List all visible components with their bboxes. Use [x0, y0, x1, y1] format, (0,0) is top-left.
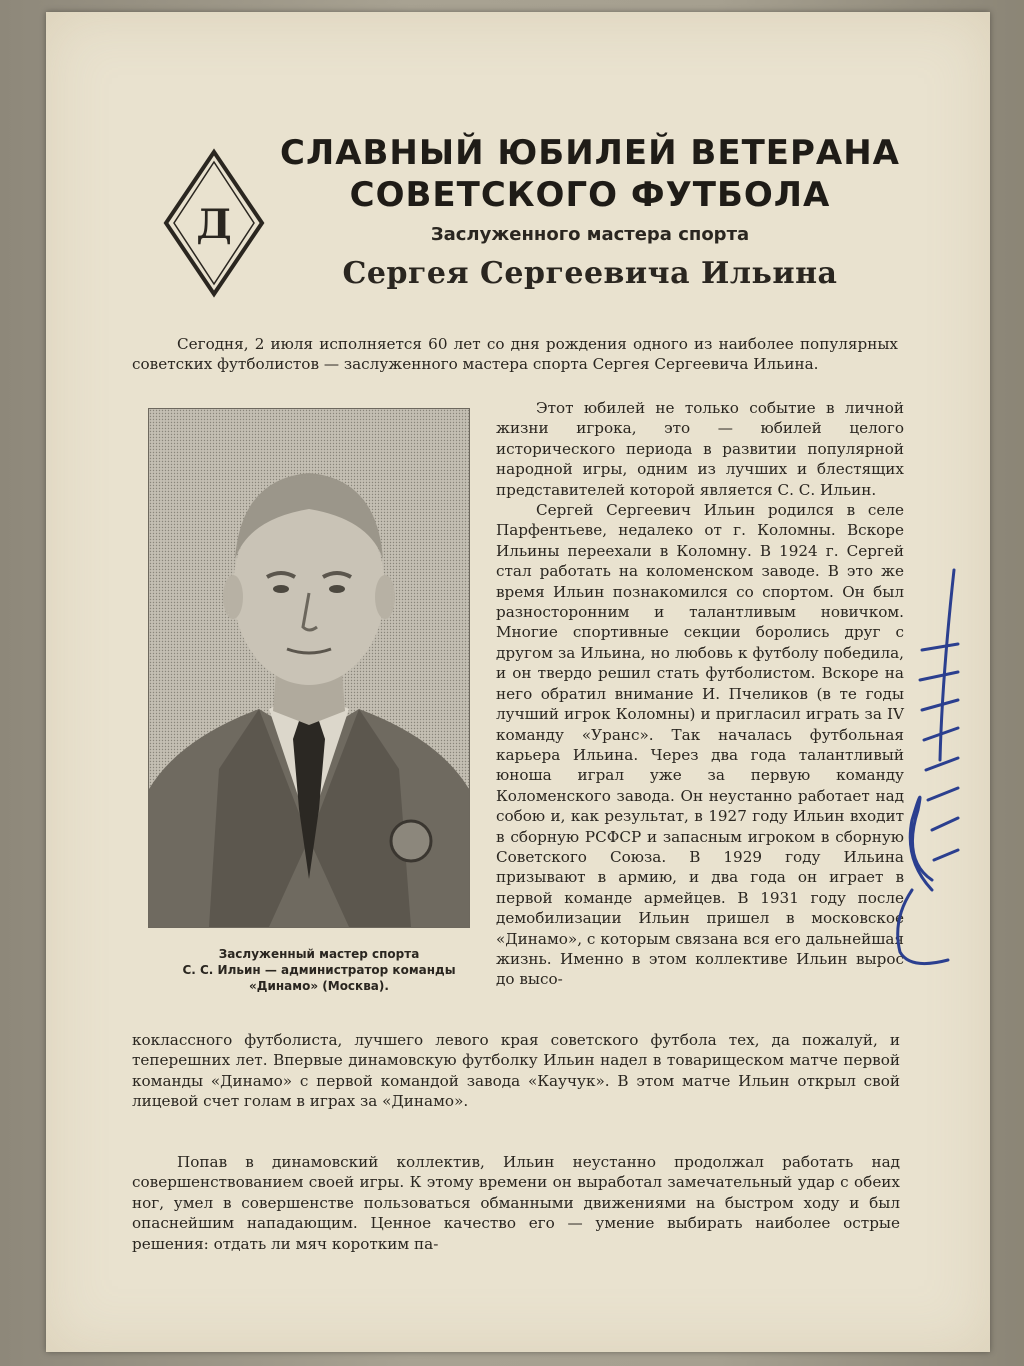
column-paragraph-2: Сергей Сергеевич Ильин родился в селе Парфентьеве, недалеко от г. Коломны. Вскоре Ильины переехали в Коломну. В 1924 г. Сергей стал работать на коломенском заводе. В это же время Ильин познакомился со спортом. Он был разносторонним и талантливым новичком. Многие спортивные секции боролись друг с другом за Ильина, но любовь к футболу победила, и он твердо решил стать футболистом. Вскоре на него обратил внимание И. Пчеликов (в те годы лучший игрок Коломны) и пригласил играть за IV команду «Уранс». Так началась футбольная карьера Ильина. Через два года талантливый юноша играл уже за первую команду Коломенского завода. Он неустанно работает над собою и, как результат, в 1927 году Ильин входит в сборную РСФСР и запасным игроком в сборную Советского Союза. В 1929 году Ильина призывают в армию, и два года он играет в первой команде армейцев. В 1931 году после демобилизации Ильин пришел в московское «Динамо», с которым связана вся его дальнейшая жизнь. Именно в этом коллективе Ильин вырос до высо- [496, 501, 904, 989]
page-title [260, 132, 920, 216]
photo-caption [146, 946, 492, 994]
continuation-paragraph: коклассного футболиста, лучшего левого края советского футбола тех, да пожалуй, и теперешних лет. Впервые динамовскую футболку Ильин надел в товарищеском матче первой команды «Динамо» с первой командой завода «Каучук». В этом матче Ильин открыл свой лицевой счет голам в играх за «Динамо». [132, 1031, 900, 1111]
intro-paragraph: Сегодня, 2 июля исполняется 60 лет со дня рождения одного из наиболее популярных советских футболистов — заслуженного мастера спорта Сергея Сергеевича Ильина. [132, 335, 898, 374]
caption-line-1: Заслуженный мастер спорта [218, 947, 420, 961]
caption-line-3: «Динамо» (Москва). [249, 979, 389, 993]
title-line-2: СОВЕТСКОГО ФУТБОЛА [349, 175, 831, 215]
honoree-name: Сергея Сергеевича Ильина [342, 256, 838, 291]
logo-letter: Д [196, 201, 232, 248]
column-paragraph-1: Этот юбилей не только событие в личной жизни игрока, это — юбилей целого исторического периода в развитии популярной народной игры, одним из лучших и блестящих представителей которой является С. С. Ильин. [496, 399, 904, 499]
handwritten-signature [862, 560, 974, 980]
subtitle: Заслуженного мастера спорта [430, 224, 750, 245]
portrait-photo [148, 408, 470, 928]
closing-paragraph: Попав в динамовский коллектив, Ильин неустанно продолжал работать над совершенствованием своей игры. К этому времени он выработал замечательный удар с обеих ног, умел в совершенстве пользоваться обманными движениями на быстром ходу и был опаснейшим нападающим. Ценное качество его — умение выбирать наиболее острые решения: отдать ли мяч коротким па- [132, 1153, 900, 1253]
paper-sheet [46, 12, 990, 1352]
right-column [496, 398, 904, 990]
title-line-1: СЛАВНЫЙ ЮБИЛЕЙ ВЕТЕРАНА [280, 133, 900, 173]
caption-line-2: С. С. Ильин — администратор команды [182, 963, 456, 977]
dinamo-logo [162, 148, 266, 298]
